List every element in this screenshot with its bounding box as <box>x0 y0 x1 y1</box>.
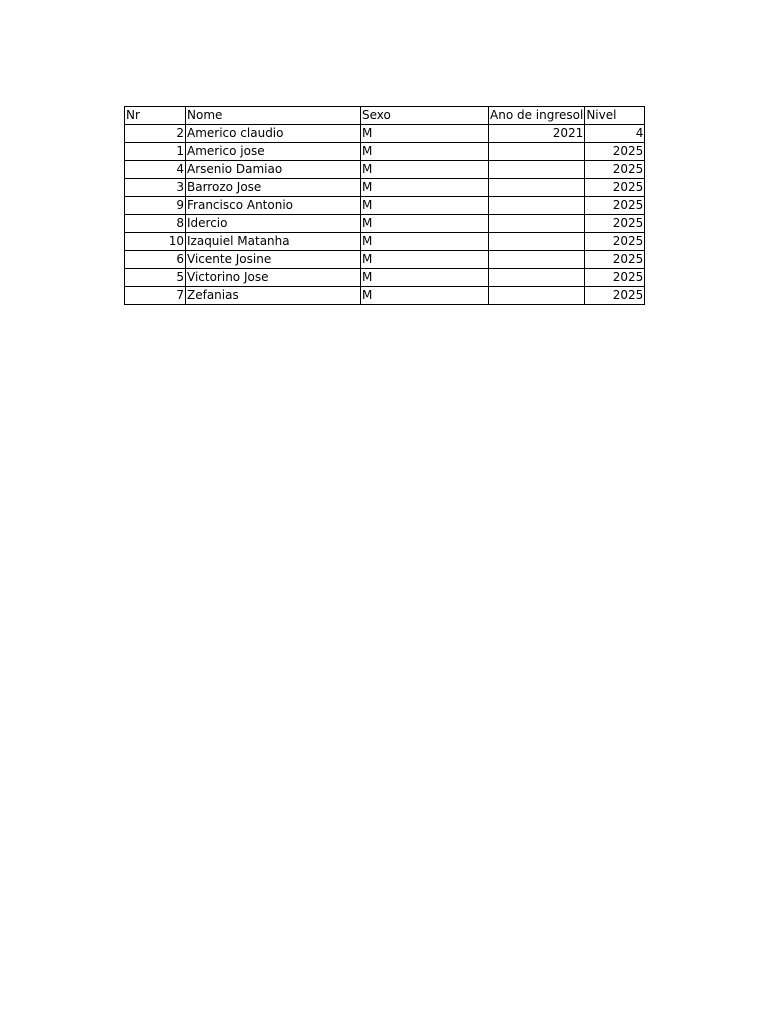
cell-nr: 10 <box>125 233 186 251</box>
table-row <box>125 125 645 143</box>
cell-nr: 7 <box>125 287 186 305</box>
cell-nome: Victorino Jose <box>186 269 361 287</box>
cell-nr: 4 <box>125 161 186 179</box>
cell-ano-de-ingresso <box>489 233 585 251</box>
cell-nome: Idercio <box>186 215 361 233</box>
cell-sexo: M <box>361 251 489 269</box>
cell-nivel: 2025 <box>585 251 645 269</box>
cell-nivel: 2025 <box>585 233 645 251</box>
cell-sexo: M <box>361 143 489 161</box>
cell-ano-de-ingresso: 2021 <box>489 125 585 143</box>
cell-nr: 5 <box>125 269 186 287</box>
table-row <box>125 269 645 287</box>
cell-nr: 9 <box>125 197 186 215</box>
header-ano-de-ingresso: Ano de ingresol <box>489 107 585 125</box>
cell-nome: Barrozo Jose <box>186 179 361 197</box>
cell-nr: 6 <box>125 251 186 269</box>
table-row <box>125 179 645 197</box>
cell-nome: Arsenio Damiao <box>186 161 361 179</box>
cell-sexo: M <box>361 233 489 251</box>
cell-ano-de-ingresso <box>489 287 585 305</box>
cell-sexo: M <box>361 197 489 215</box>
cell-nivel: 2025 <box>585 269 645 287</box>
table-row <box>125 161 645 179</box>
cell-nome: Francisco Antonio <box>186 197 361 215</box>
table-row <box>125 197 645 215</box>
cell-sexo: M <box>361 215 489 233</box>
cell-nr: 2 <box>125 125 186 143</box>
cell-nivel: 2025 <box>585 287 645 305</box>
cell-sexo: M <box>361 179 489 197</box>
cell-nivel: 4 <box>585 125 645 143</box>
cell-nome: Americo jose <box>186 143 361 161</box>
header-nome: Nome <box>186 107 361 125</box>
table-row <box>125 251 645 269</box>
cell-ano-de-ingresso <box>489 161 585 179</box>
cell-ano-de-ingresso <box>489 197 585 215</box>
cell-nivel: 2025 <box>585 197 645 215</box>
cell-nivel: 2025 <box>585 215 645 233</box>
cell-sexo: M <box>361 269 489 287</box>
table-row <box>125 233 645 251</box>
cell-ano-de-ingresso <box>489 269 585 287</box>
header-sexo: Sexo <box>361 107 489 125</box>
cell-ano-de-ingresso <box>489 143 585 161</box>
header-nivel: Nivel <box>585 107 645 125</box>
table-row <box>125 287 645 305</box>
cell-nome: Americo claudio <box>186 125 361 143</box>
cell-sexo: M <box>361 287 489 305</box>
cell-nr: 3 <box>125 179 186 197</box>
cell-sexo: M <box>361 125 489 143</box>
cell-nome: Izaquiel Matanha <box>186 233 361 251</box>
cell-nome: Zefanias <box>186 287 361 305</box>
cell-nr: 8 <box>125 215 186 233</box>
student-table <box>124 106 645 305</box>
cell-nivel: 2025 <box>585 179 645 197</box>
cell-nome: Vicente Josine <box>186 251 361 269</box>
cell-nivel: 2025 <box>585 161 645 179</box>
table-row <box>125 143 645 161</box>
cell-ano-de-ingresso <box>489 251 585 269</box>
header-nr: Nr <box>125 107 186 125</box>
table-row <box>125 215 645 233</box>
header-row <box>125 107 645 125</box>
cell-ano-de-ingresso <box>489 179 585 197</box>
cell-sexo: M <box>361 161 489 179</box>
cell-nr: 1 <box>125 143 186 161</box>
cell-ano-de-ingresso <box>489 215 585 233</box>
cell-nivel: 2025 <box>585 143 645 161</box>
